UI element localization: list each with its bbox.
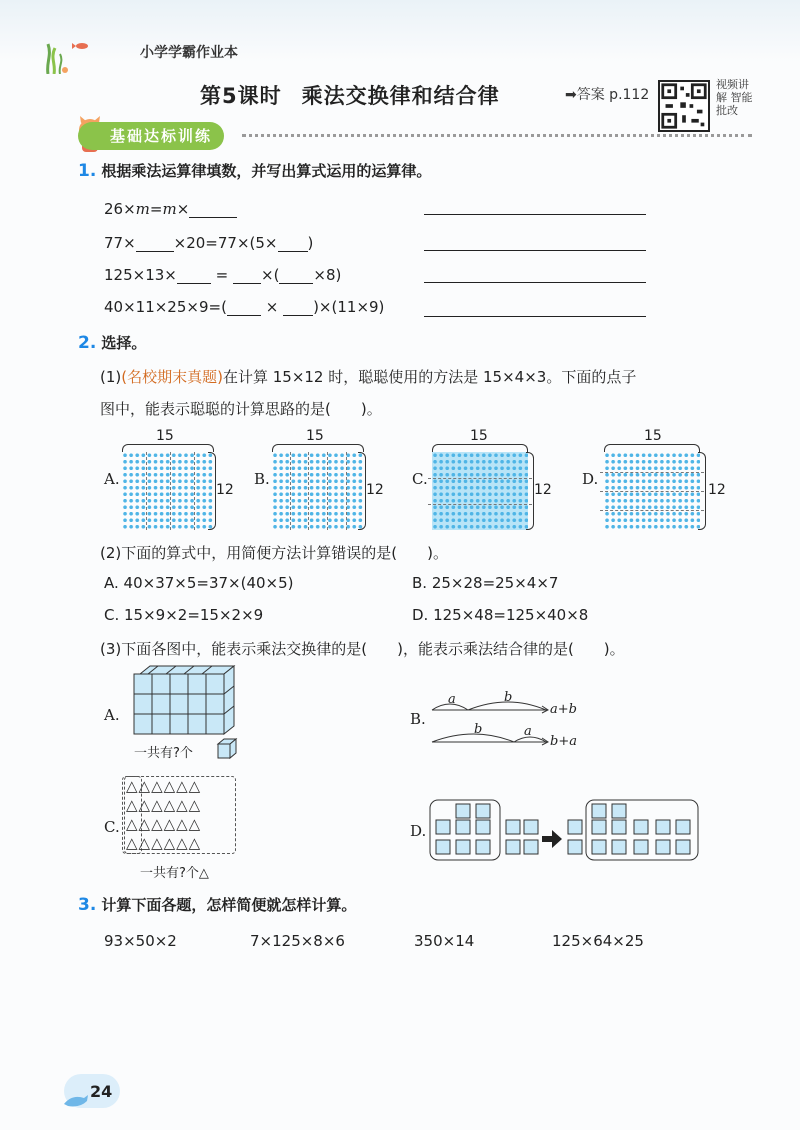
arrow-label-a1: a [448,692,456,707]
cube-icon [216,738,238,760]
lesson-number: 第5课时 [200,84,282,108]
q2-p3-option-b-label[interactable]: B. [410,710,426,728]
brace-top-a [122,444,214,452]
answer-page: 答案 p.112 [576,87,650,103]
result-a-plus-b: a+b [550,702,577,717]
grid-c-dividers [428,452,532,530]
brace-top-d [604,444,700,452]
q2-p3-option-a-label[interactable]: A. [104,706,120,724]
exam-tag: (名校期末真题) [121,368,223,386]
cube-stack-diagram[interactable] [130,664,240,736]
q2-p1-option-a-label[interactable]: A. [104,470,120,488]
brace-top-c [432,444,528,452]
brace-top-b [272,444,364,452]
brace-right-c [526,452,534,530]
q2-p2-option-a[interactable]: A. 40×37×5=37×(40×5) [104,574,294,592]
qr-code-icon[interactable] [658,80,710,132]
triangle-row-2: △△△△△△ [126,796,202,814]
lesson-topic: 乘法交换律和结合律 [301,84,500,108]
cube-caption: 一共有?个 [134,746,193,761]
q2-p2-option-d[interactable]: D. 125×48=125×40×8 [412,606,589,624]
q1-heading [78,160,431,181]
q2-p3-option-d-label[interactable]: D. [410,822,427,840]
q1-row-4-answer-line[interactable] [424,316,646,317]
grid-d-height-label: 12 [708,482,726,498]
arrow-label-b2: b [474,722,483,737]
q3-heading [78,894,356,915]
q1-row-1-blank[interactable] [189,202,237,218]
q2-p2-option-c[interactable]: C. 15×9×2=15×2×9 [104,606,264,624]
triangle-grid [126,777,201,853]
lesson-title [200,80,500,110]
q1-row-4-blank-2[interactable] [283,300,313,316]
q1-row-3-blank-2[interactable] [233,268,261,284]
brace-right-b [358,452,366,530]
triangle-row-1: △△△△△△ [126,777,202,795]
q1-row-3-blank-1[interactable] [177,268,211,284]
arrow-right-icon: ➡ [565,87,577,103]
q2-p1-text1: 在计算 15×12 时，聪聪使用的方法是 15×4×3。下面的点子 [222,368,637,386]
q1-row-2 [104,234,313,252]
block-regrouping-diagram[interactable] [428,794,700,864]
grid-d-width-label: 15 [644,428,662,444]
brace-right-d [698,452,706,530]
grid-c-height-label: 12 [534,482,552,498]
grid-d-dividers [600,452,704,530]
q1-row-1-var-m2: m [162,200,177,218]
arrow-label-a2: a [524,724,532,739]
grid-b-width-label: 15 [306,428,324,444]
q2-p2-text: (2)下面的算式中，用简便方法计算错误的是( )。 [100,544,448,562]
triangle-row-4: △△△△△△ [126,834,202,852]
section-divider [242,134,752,137]
header-band [0,0,800,62]
q2-p3-text: (3)下面各图中，能表示乘法交换律的是( )，能表示乘法结合律的是( )。 [100,640,625,658]
q1-row-4-text: 40×11×25×9=( [104,298,227,316]
grid-a-height-label: 12 [216,482,234,498]
q1-row-2-text: 77× [104,234,136,252]
q1-prompt: 根据乘法运算律填数，并写出算式运用的运算律。 [101,162,432,180]
q1-row-3-blank-3[interactable] [279,268,313,284]
q1-row-1 [104,200,237,218]
q3-number: 3. [78,895,97,915]
series-title: 小学学霸作业本 [140,45,238,61]
q3-item-2[interactable]: 7×125×8×6 [250,932,345,950]
q1-row-2-answer-line[interactable] [424,250,646,251]
q2-p1-option-d-label[interactable]: D. [582,470,599,488]
q1-row-3 [104,266,341,284]
qr-caption: 视频讲解 智能批改 [716,78,753,117]
result-b-plus-a: b+a [550,734,577,749]
seaweed-fish-icon [40,34,100,74]
q1-row-2-middle: ×20=77×(5× [173,234,278,252]
section-heading: 基础达标训练 [78,122,224,150]
triangle-row-3: △△△△△△ [126,815,202,833]
q2-number: 2. [78,333,97,353]
q1-row-3-times: ×( [261,266,280,284]
q1-row-3-text: 125×13× [104,266,177,284]
q1-row-2-blank-2[interactable] [278,236,308,252]
arrow-label-b1: b [504,690,513,705]
grid-c-width-label: 15 [470,428,488,444]
q1-row-3-equals: = [215,266,229,284]
q3-prompt: 计算下面各题，怎样简便就怎样计算。 [101,896,357,914]
q1-number: 1. [78,161,97,181]
q3-item-4[interactable]: 125×64×25 [552,932,644,950]
q1-row-4-close: )×(11×9) [313,298,385,316]
q1-row-1-var-m: m [135,200,150,218]
q2-p3-option-c-label[interactable]: C. [104,818,120,836]
q2-p1-option-b-label[interactable]: B. [254,470,270,488]
q1-row-4-times: × [265,298,279,316]
q2-p1-option-c-label[interactable]: C. [412,470,428,488]
q2-p1-line1 [100,366,636,387]
grid-a-width-label: 15 [156,428,174,444]
q1-row-1-answer-line[interactable] [424,214,646,215]
q3-item-3[interactable]: 350×14 [414,932,475,950]
q2-prompt: 选择。 [101,334,147,352]
q1-row-1-times: × [176,200,190,218]
q2-p2-option-b[interactable]: B. 25×28=25×4×7 [412,574,559,592]
q2-p1-text2: 图中，能表示聪聪的计算思路的是( )。 [100,400,382,418]
q2-heading [78,332,146,353]
answer-reference [565,84,649,104]
q1-row-1-text: 26× [104,200,136,218]
q1-row-4 [104,298,384,316]
q2-p1-prefix: (1) [100,368,122,386]
dolphin-icon [62,1092,90,1110]
q1-row-1-equals: = [149,200,163,218]
q1-row-3-answer-line[interactable] [424,282,646,283]
grid-b-dividers [272,452,364,530]
q1-row-3-close: ×8) [313,266,342,284]
q3-item-1[interactable]: 93×50×2 [104,932,177,950]
brace-right-a [208,452,216,530]
grid-a-dividers [122,452,214,530]
triangle-caption: 一共有?个△ [140,866,209,881]
q1-row-2-close: ) [307,234,314,252]
q1-row-4-blank-1[interactable] [227,300,261,316]
grid-b-height-label: 12 [366,482,384,498]
page-number: 24 [90,1082,113,1101]
q1-row-2-blank-1[interactable] [136,236,174,252]
